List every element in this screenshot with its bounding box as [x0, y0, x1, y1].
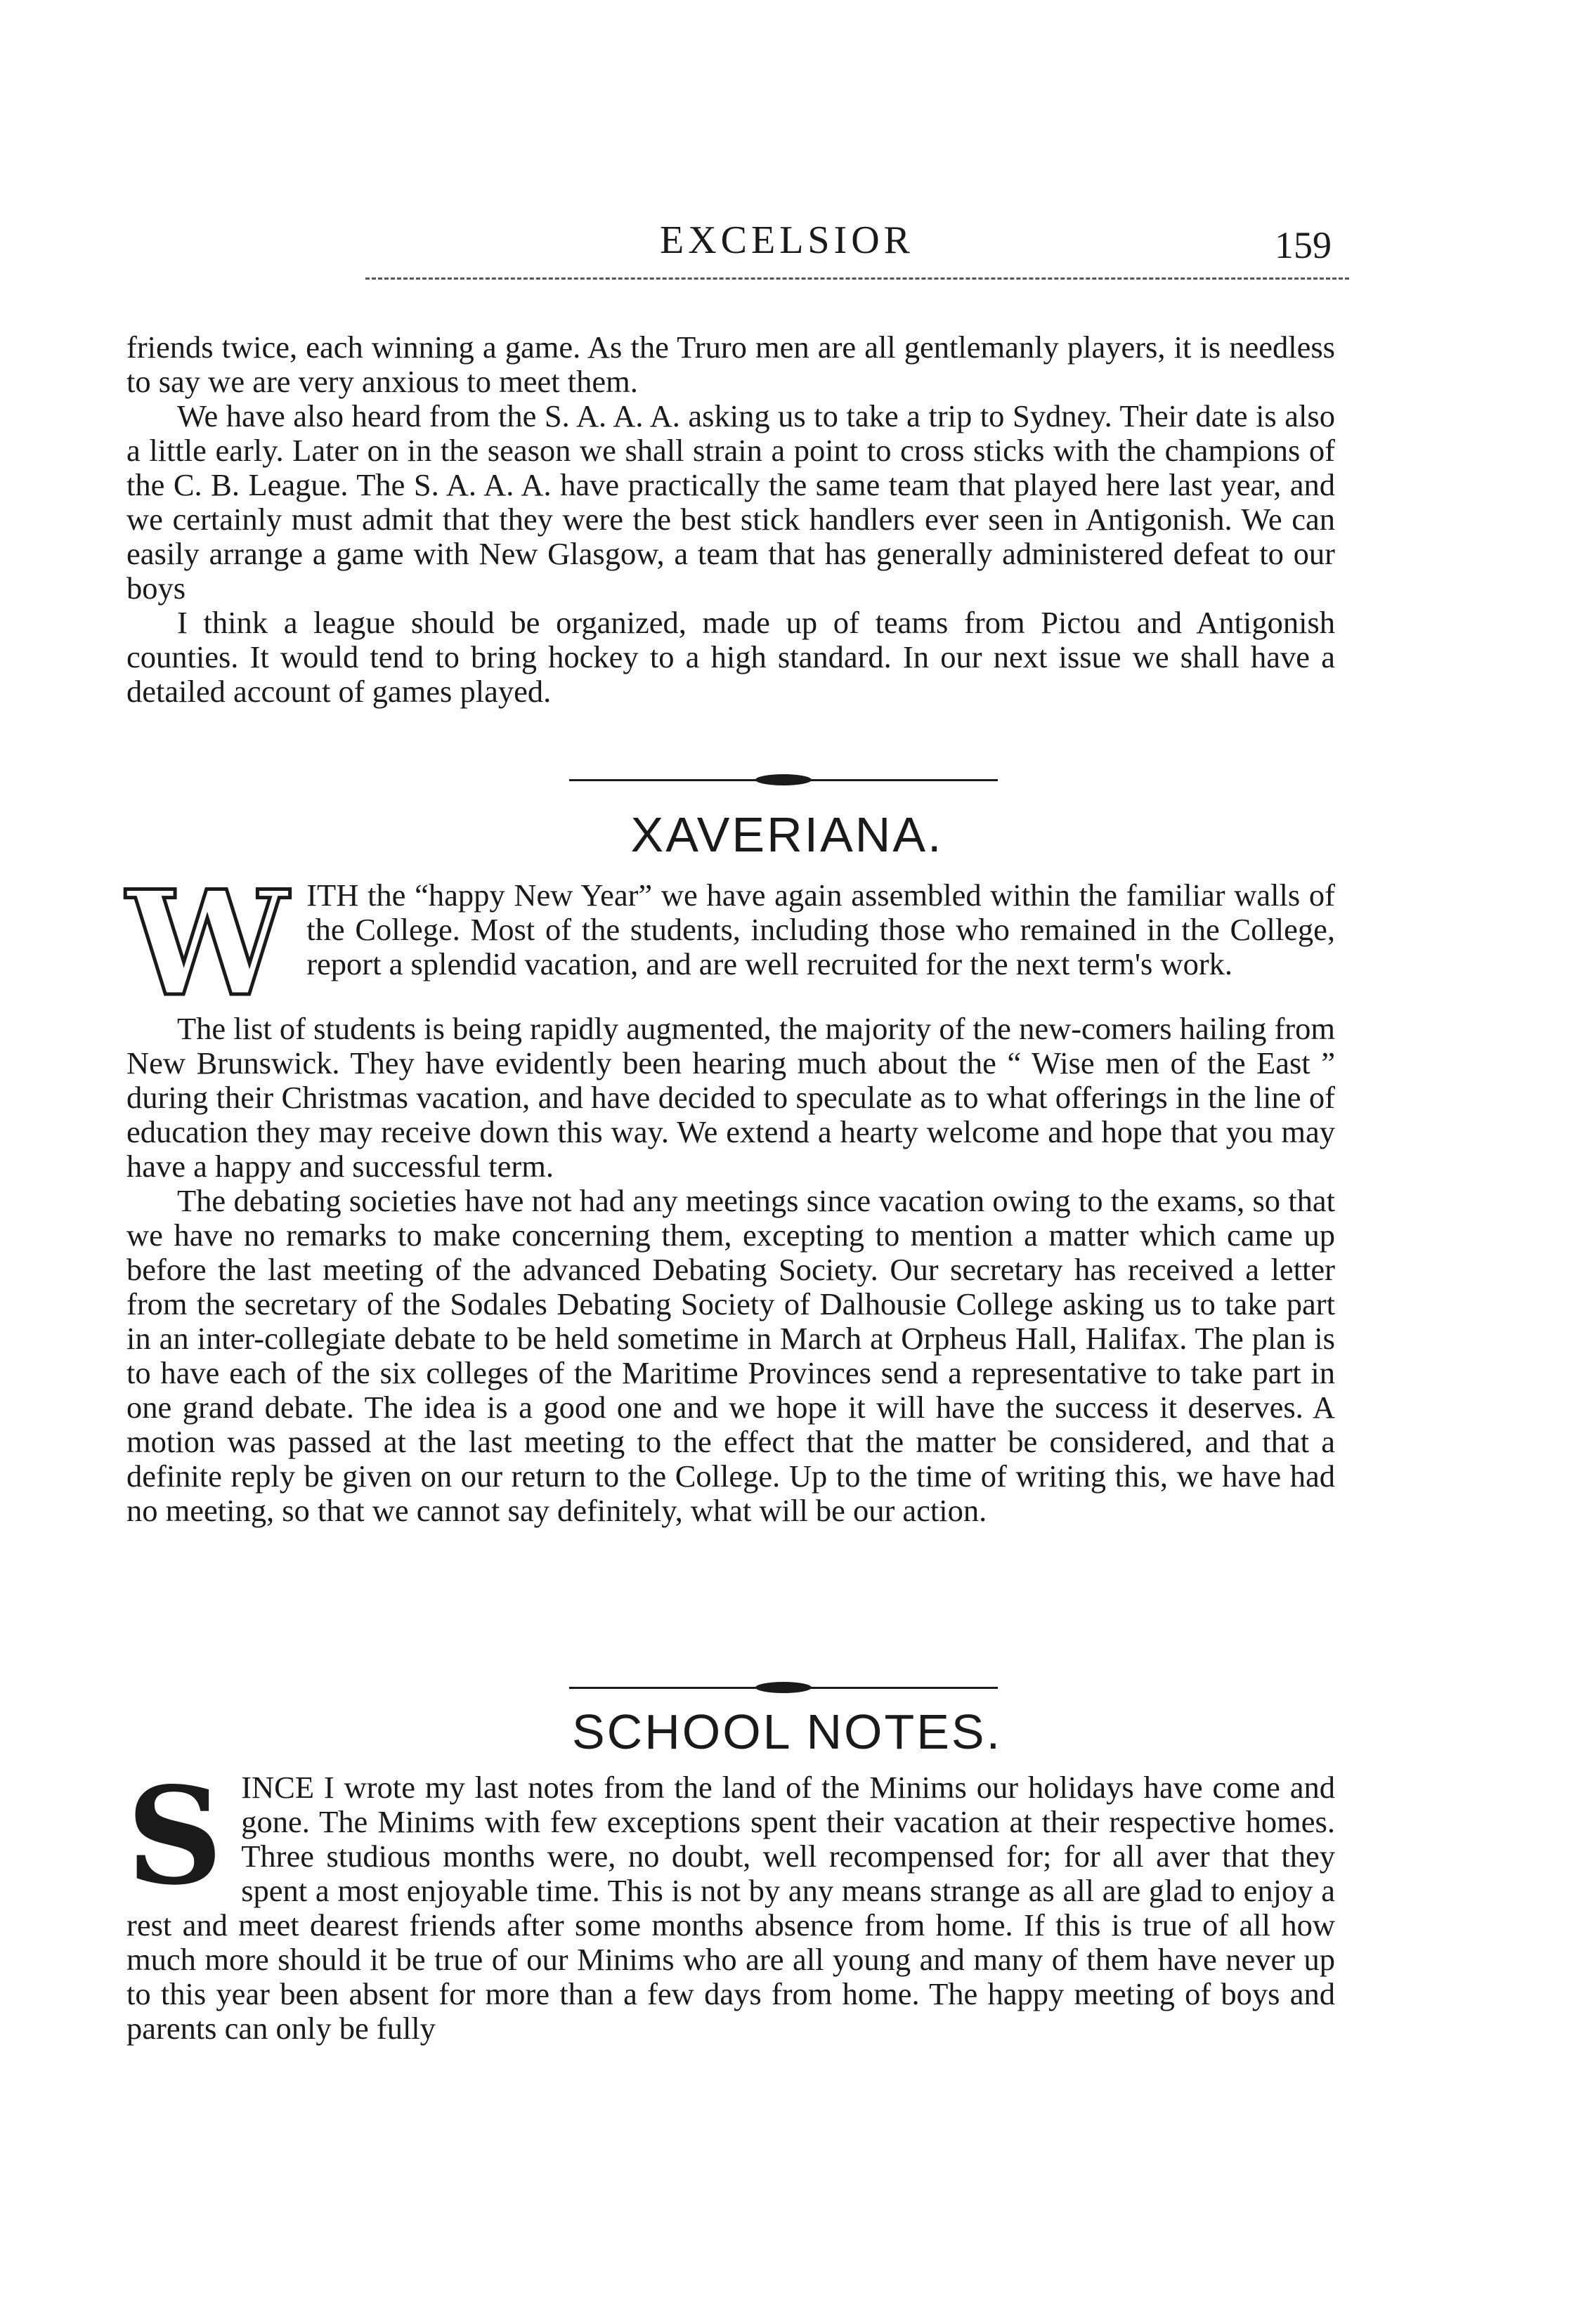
continued-paragraph-2: We have also heard from the S. A. A. A. asking us to take a trip to Sydney. Their date is also a little early. Later on in the season we shall strain a point to cross sticks with the champions of the C. B. League. The S. A. A. A. have practically the same team that played here last year, and we certainly must admit that they were the best stick handlers ever seen in Antigonish. We can easily arrange a game with New Glasgow, a team that has generally administered defeat to our boys: [126, 398, 1335, 606]
drop-cap-w: W: [126, 860, 289, 1029]
lead-word: ITH: [306, 877, 359, 913]
xaveriana-article: [126, 860, 1335, 1528]
divider-ornament-2: [755, 1682, 812, 1693]
section-divider-2: [569, 1673, 998, 1702]
xaveriana-paragraph-2: The list of students is being rapidly augmented, the majority of the new-comers hailing from New Brunswick. They have evidently been hearing much about the “ Wise men of the East ” during their Christmas vacation, and have decided to speculate as to what offerings in the line of education they may receive down this way. We extend a hearty welcome and hope that you may have a happy and successful term.: [126, 1011, 1335, 1184]
continued-article: [126, 330, 1335, 709]
school-notes-paragraph: [126, 1758, 1335, 2046]
school-notes-title: SCHOOL NOTES.: [571, 1704, 1003, 1759]
xaveriana-paragraph-1-text: the “happy New Year” we have again assembled within the familiar walls of the College. Most of the students, including those who remained in the College, report a splendid vacation, and are well recruited for the next term's work.: [306, 877, 1335, 981]
header-rule: [365, 278, 1349, 280]
xaveriana-paragraph-3: The debating societies have not had any meetings since vacation owing to the exams, so that we have no remarks to make concerning them, excepting to mention a matter which came up before the last meeting of the advanced Debating Society. Our secretary has received a letter from the secretary of the Sodales Debating Society of Dalhousie College asking us to take part in an inter-collegiate debate to be held sometime in March at Orpheus Hall, Halifax. The plan is to have each of the six colleges of the Maritime Provinces send a representative to take part in one grand debate. The idea is a good one and we hope it will have the success it deserves. A motion was passed at the last meeting to the effect that the matter be considered, and that a definite reply be given on our return to the College. Up to the time of writing this, we have had no meeting, so that we cannot say definitely, what will be our action.: [126, 1183, 1335, 1528]
school-notes-paragraph-text: I wrote my last notes from the land of the Minims our holidays have come and gone. The Minims with few exceptions spent their vacation at their respective homes. Three studious months were, no doubt, well recompensed for; for all aver that they spent a most enjoyable time. This is not by any means strange as all are glad to enjoy a rest and meet dearest friends after some months absence from home. If this is true of all how much more should it be true of our Minims who are all young and many of them have never up to this year been absent for more than a few days from home. The happy meeting of boys and parents can only be fully: [126, 1770, 1335, 2046]
xaveriana-paragraph-1: [126, 860, 1335, 1029]
continued-paragraph-3: I think a league should be organized, made up of teams from Pictou and Antigonish counties. It would tend to bring hockey to a high standard. In our next issue we shall have a detailed account of games played.: [126, 605, 1335, 709]
section-divider: [569, 766, 998, 794]
school-notes-article: [126, 1758, 1335, 2046]
running-title: EXCELSIOR: [660, 218, 914, 262]
drop-cap-s: S: [126, 1758, 223, 1914]
xaveriana-title: XAVERIANA.: [630, 807, 944, 862]
running-head: [0, 218, 1574, 267]
lead-word-2: INCE: [241, 1770, 315, 1805]
divider-ornament: [755, 774, 812, 785]
continued-paragraph-1: friends twice, each winning a game. As the Truro men are all gentlemanly players, it is needless to say we are very anxious to meet them.: [126, 329, 1335, 399]
page-number: 159: [1275, 224, 1332, 266]
